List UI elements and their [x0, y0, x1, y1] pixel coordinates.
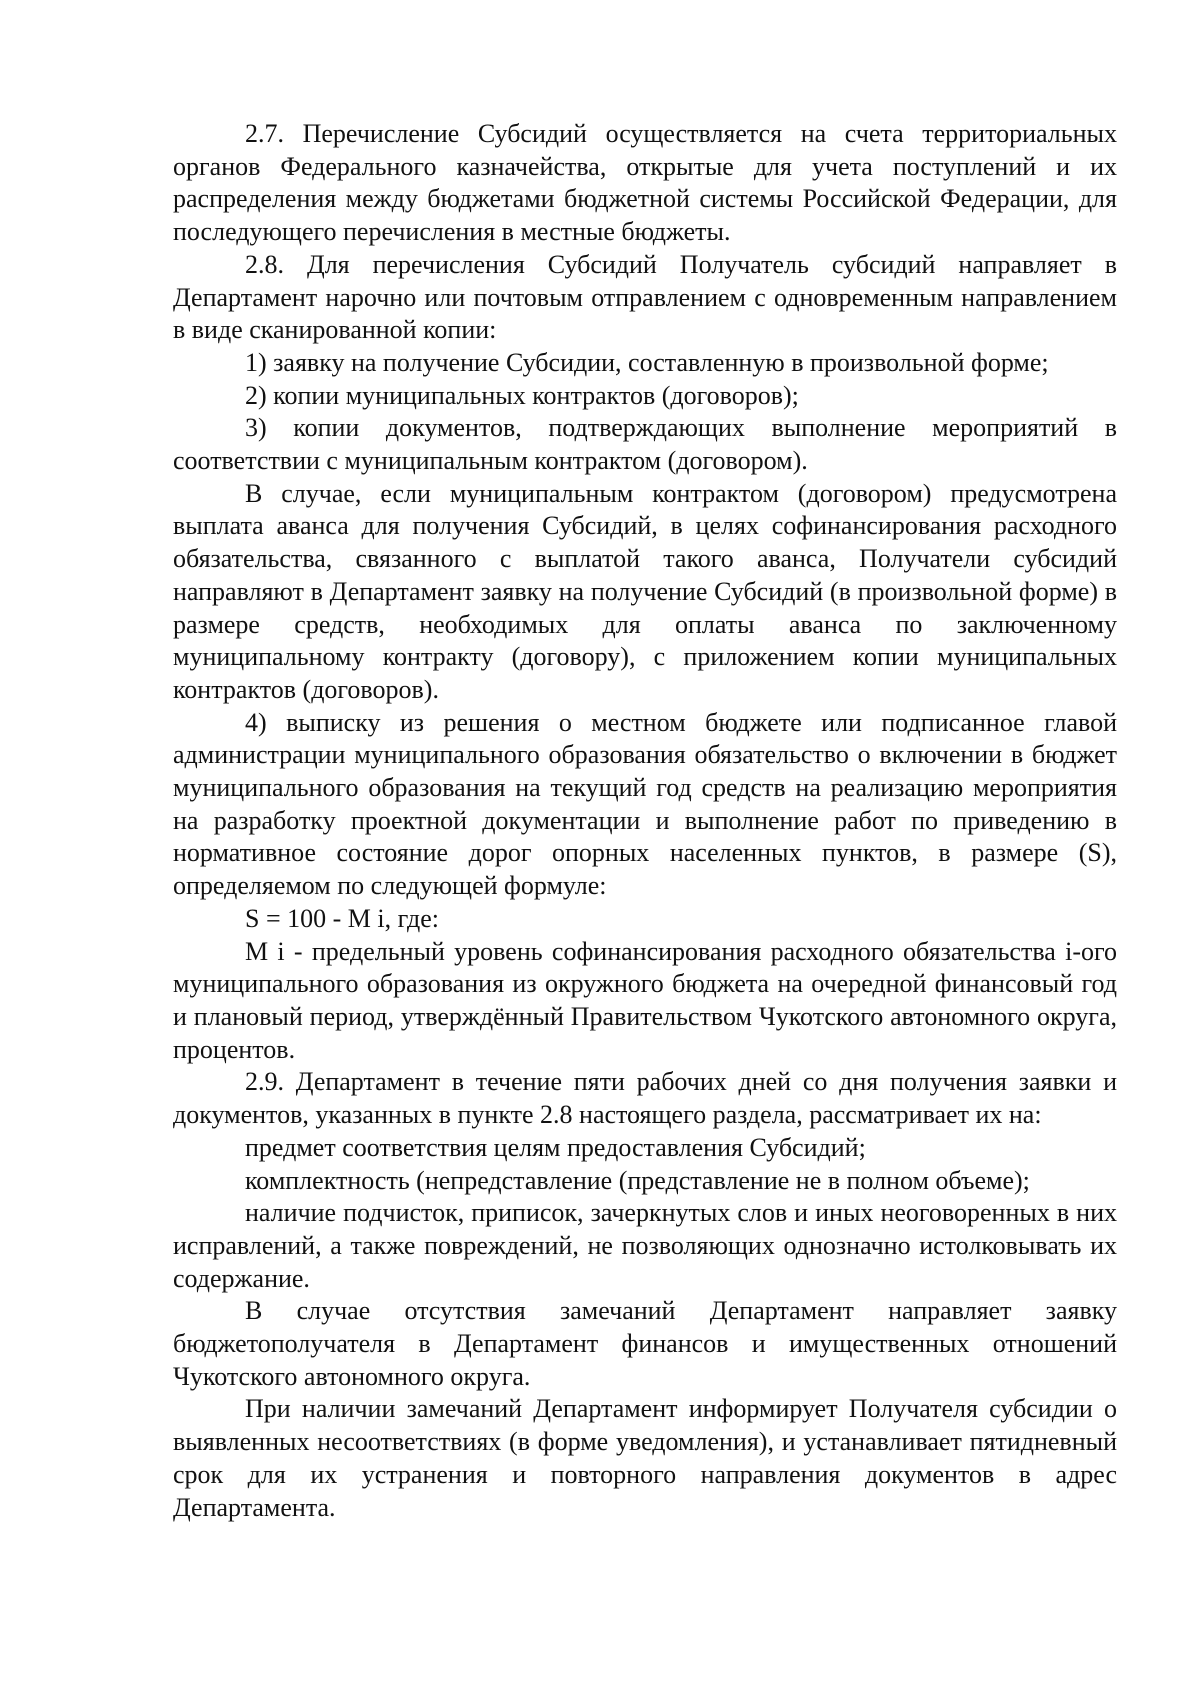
check-item-corrections: наличие подчисток, приписок, зачеркнутых слов и иных неоговоренных в них исправлений, а также повреждений, не позволяющих однозначно истолковывать их содержание. [173, 1198, 1117, 1293]
check-item-completeness: комплектность (непредставление (представление не в полном объеме); [245, 1165, 1030, 1195]
check-item-purpose: предмет соответствия целям предоставления Субсидий; [245, 1132, 866, 1162]
paragraph-2-8: 2.8. Для перечисления Субсидий Получатель субсидий направляет в Департамент нарочно или почтовым отправлением с одновременным направлением в виде сканированной копии: [173, 249, 1117, 345]
document-body [173, 118, 1117, 1524]
paragraph-no-remarks: В случае отсутствия замечаний Департамент направляет заявку бюджетополучателя в Департамент финансов и имущественных отношений Чукотского автономного округа. [173, 1296, 1117, 1391]
paragraph-2-9: 2.9. Департамент в течение пяти рабочих дней со дня получения заявки и документов, указанных в пункте 2.8 настоящего раздела, рассматривает их на: [173, 1067, 1117, 1130]
paragraph-advance: В случае, если муниципальным контрактом (договором) предусмотрена выплата аванса для получения Субсидий, в целях софинансирования расходного обязательства, связанного с выплатой такого аванса, Получатели субсидий направляют в Департамент заявку на получение Субсидий (в произвольной форме) в размере средств, необходимых для оплаты аванса по заключенному муниципальному контракту (договору), с приложением копии муниципальных контрактов (договоров). [173, 478, 1117, 704]
formula: S = 100 - M i, где: [245, 903, 439, 933]
list-item-2: 2) копии муниципальных контрактов (договоров); [245, 380, 799, 410]
list-item-4: 4) выписку из решения о местном бюджете или подписанное главой администрации муниципального образования обязательство о включении в бюджет муниципального образования на текущий год средств на реализацию мероприятия на разработку проектной документации и выполнение работ по приведению в нормативное состояние дорог опорных населенных пунктов, в размере (S), определяемом по следующей формуле: [173, 707, 1117, 901]
paragraph-remarks: При наличии замечаний Департамент информирует Получателя субсидии о выявленных несоответствиях (в форме уведомления), и устанавливает пятидневный срок для их устранения и повторного направления документов в адрес Департамента. [173, 1394, 1117, 1522]
paragraph-2-7: 2.7. Перечисление Субсидий осуществляется на счета территориальных органов Федерального казначейства, открытые для учета поступлений и их распределения между бюджетами бюджетной системы Российской Федерации, для последующего перечисления в местные бюджеты. [173, 119, 1117, 247]
formula-definition: M i - предельный уровень софинансирования расходного обязательства i-ого муниципального образования из окружного бюджета на очередной финансовый год и плановый период, утверждённый Правительством Чукотского автономного округа, процентов. [173, 936, 1117, 1064]
list-item-3: 3) копии документов, подтверждающих выполнение мероприятий в соответствии с муниципальным контрактом (договором). [173, 413, 1117, 476]
list-item-1: 1) заявку на получение Субсидии, составленную в произвольной форме; [245, 347, 1049, 377]
